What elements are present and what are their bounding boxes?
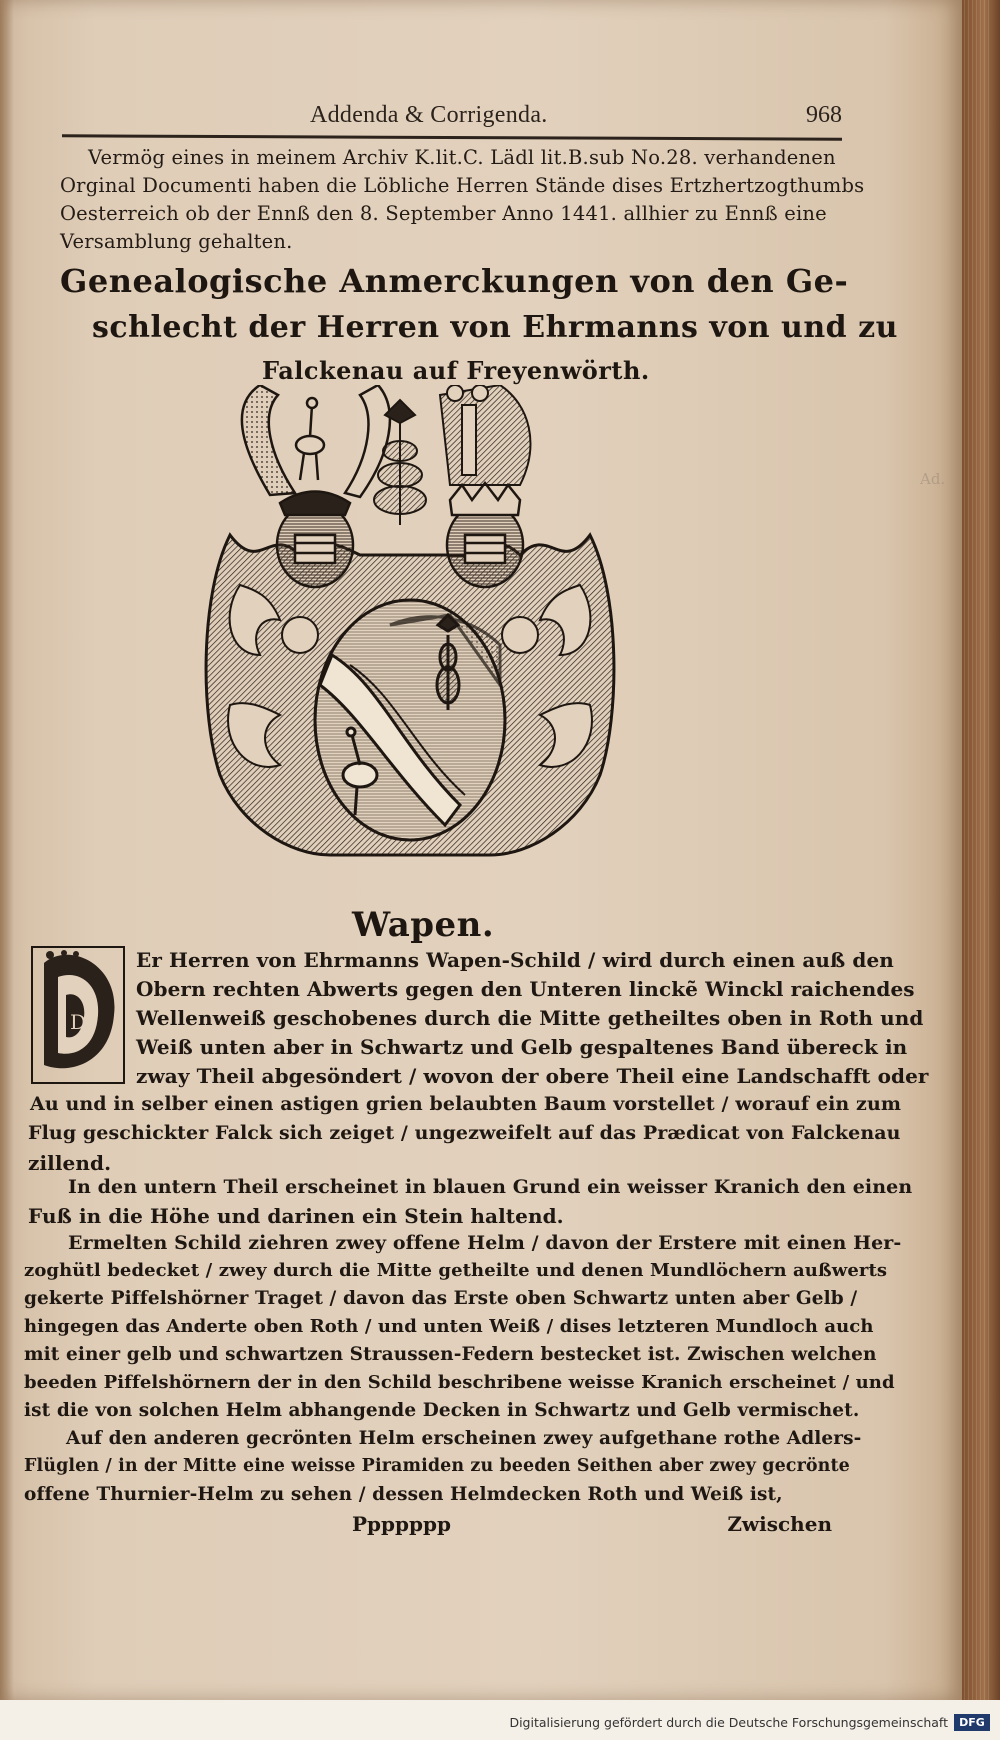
- body-line: mit einer gelb und schwartzen Straussen-Federn bestecket ist. Zwischen welchen: [24, 1344, 877, 1365]
- title-line-2: schlecht der Herren von Ehrmanns von und zu: [92, 310, 898, 345]
- body-line: Flug geschickter Falck sich zeiget / ungezweifelt auf das Prædicat von Falckenau: [28, 1122, 901, 1144]
- intro-line: Oesterreich ob der Ennß den 8. September Anno 1441. allhier zu Ennß eine: [60, 202, 827, 225]
- bleed-through-mark: Ad.: [920, 470, 946, 488]
- section-heading: Wapen.: [352, 905, 495, 945]
- intro-line: Versamblung gehalten.: [60, 230, 293, 253]
- body-line: zillend.: [28, 1151, 112, 1175]
- body-line: zway Theil abgesöndert / wovon der obere Theil eine Landschafft oder: [136, 1064, 929, 1088]
- body-line: Weiß unten aber in Schwartz und Gelb gespaltenes Band übereck in: [136, 1035, 908, 1059]
- title-line-3: Falckenau auf Freyenwörth.: [262, 356, 650, 385]
- body-line: hingegen das Anderte oben Roth / und unten Weiß / dises letzteren Mundloch auch: [24, 1316, 874, 1337]
- body-line: beeden Piffelshörnern der in den Schild beschribene weisse Kranich erscheinet / und: [24, 1372, 895, 1393]
- body-line: Fuß in die Höhe und darinen ein Stein haltend.: [28, 1204, 564, 1228]
- book-fore-edge: [960, 0, 1000, 1740]
- body-line: Er Herren von Ehrmanns Wapen-Schild / wird durch einen auß den: [136, 948, 894, 972]
- running-head: Addenda & Corrigenda.: [310, 102, 548, 128]
- signature-mark: Ppppppp: [352, 1512, 451, 1536]
- body-line: Ermelten Schild ziehren zwey offene Helm / davon der Erstere mit einen Her-: [68, 1232, 902, 1254]
- catchword: Zwischen: [727, 1512, 832, 1536]
- body-line: gekerte Piffelshörner Traget / davon das Erste oben Schwartz unten aber Gelb /: [24, 1288, 858, 1309]
- dfg-logo: DFG: [954, 1714, 990, 1731]
- coat-of-arms-woodcut: [200, 385, 620, 895]
- digitization-credit: Digitalisierung gefördert durch die Deutsche Forschungsgemeinschaft: [509, 1715, 948, 1730]
- page-number: 968: [806, 102, 842, 128]
- body-line: zoghütl bedecket / zwey durch die Mitte getheilte und denen Mundlöchern außwerts: [24, 1260, 888, 1281]
- body-line: ist die von solchen Helm abhangende Decken in Schwartz und Gelb vermischet.: [24, 1400, 860, 1421]
- body-line: Auf den anderen gecrönten Helm erscheinen zwey aufgethane rothe Adlers-: [66, 1428, 862, 1449]
- body-line: Au und in selber einen astigen grien belaubten Baum vorstellet / worauf ein zum: [30, 1093, 902, 1115]
- title-line-1: Genealogische Anmerckungen von den Ge-: [60, 262, 849, 300]
- gutter-shadow: [0, 0, 14, 1700]
- body-line: Flüglen / in der Mitte eine weisse Piramiden zu beeden Seithen aber zwey gecrönte: [24, 1456, 850, 1476]
- intro-line: Vermög eines in meinem Archiv K.lit.C. Lädl lit.B.sub No.28. verhandenen: [88, 146, 836, 169]
- intro-line: Orginal Documenti haben die Löbliche Herren Stände dises Ertzhertzogthumbs: [60, 174, 865, 197]
- header-rule: [62, 134, 842, 140]
- body-line: Obern rechten Abwerts gegen den Unteren linckẽ Winckl raichendes: [136, 977, 915, 1001]
- ornamental-drop-cap: [30, 945, 126, 1085]
- drop-cap-letter: D: [69, 1010, 87, 1034]
- body-line: offene Thurnier-Helm zu sehen / dessen Helmdecken Roth und Weiß ist,: [24, 1484, 783, 1505]
- body-line: In den untern Theil erscheinet in blauen Grund ein weisser Kranich den einen: [68, 1176, 913, 1198]
- body-line: Wellenweiß geschobenes durch die Mitte getheiltes oben in Roth und: [136, 1006, 924, 1030]
- fore-edge-lines: [964, 0, 992, 1700]
